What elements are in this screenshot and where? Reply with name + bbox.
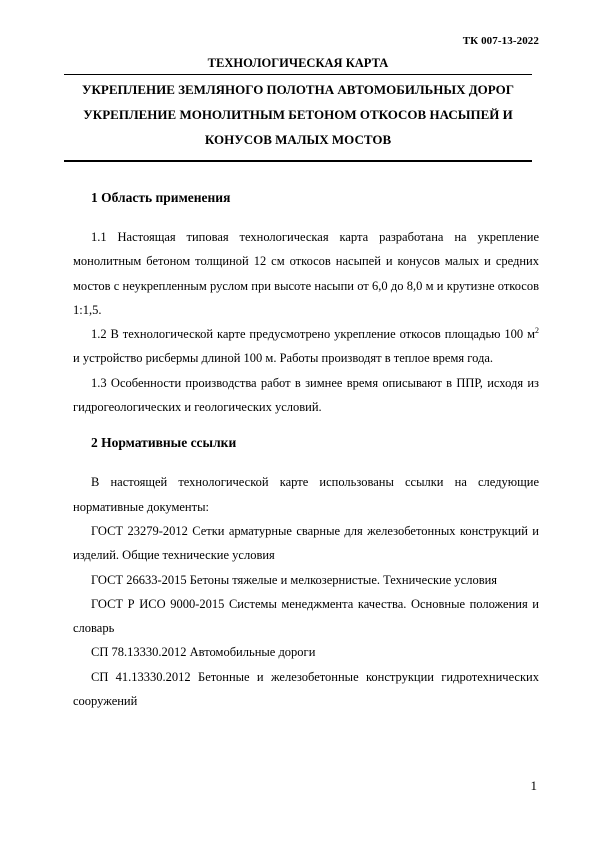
paragraph-1-2-text-b: и устройство рисбермы длиной 100 м. Работы производят в теплое время года. bbox=[73, 351, 493, 366]
document-body bbox=[73, 188, 539, 713]
paragraph-1-1: 1.1 Настоящая типовая технологическая карта разработана на укрепление монолитным бетоном толщиной 12 см откосов насыпей и конусов малых и средних мостов с неукрепленным руслом при высоте насыпи от 6,0 до 8,0 м и крутизне откосов 1:1,5. bbox=[73, 230, 539, 317]
reference-item: СП 78.13330.2012 Автомобильные дороги bbox=[91, 645, 316, 660]
reference-item: ГОСТ 26633-2015 Бетоны тяжелые и мелкозернистые. Технические условия bbox=[91, 572, 498, 587]
title-line-2: УКРЕПЛЕНИЕ МОНОЛИТНЫМ БЕТОНОМ ОТКОСОВ НАСЫПЕЙ И bbox=[83, 107, 513, 122]
reference-item: ГОСТ Р ИСО 9000-2015 Системы менеджмента качества. Основные положения и словарь bbox=[73, 596, 539, 636]
superscript-2: 2 bbox=[535, 326, 539, 336]
title-line-3: КОНУСОВ МАЛЫХ МОСТОВ bbox=[204, 132, 392, 147]
paragraph-1-3: 1.3 Особенности производства работ в зимнее время описывают в ППР, исходя из гидрогеологических и геологических условий. bbox=[73, 375, 539, 415]
page-number: 1 bbox=[530, 778, 537, 793]
paragraph-1-2 bbox=[73, 322, 539, 371]
paragraph-1-2-text-a: 1.2 В технологической карте предусмотрено укрепление откосов площадью 100 м bbox=[91, 327, 535, 342]
document-main-title bbox=[64, 75, 532, 160]
title-bottom-rule bbox=[64, 160, 532, 162]
reference-item: СП 41.13330.2012 Бетонные и железобетонные конструкции гидротехнических сооружений bbox=[73, 669, 539, 709]
document-type-title: ТЕХНОЛОГИЧЕСКАЯ КАРТА bbox=[207, 56, 389, 70]
references-intro: В настоящей технологической карте использованы ссылки на следующие нормативные документы: bbox=[73, 475, 539, 514]
title-line-1: УКРЕПЛЕНИЕ ЗЕМЛЯНОГО ПОЛОТНА АВТОМОБИЛЬНЫХ ДОРОГ bbox=[81, 82, 515, 97]
reference-item: ГОСТ 23279-2012 Сетки арматурные сварные для железобетонных конструкций и изделий. Общие технические условия bbox=[73, 523, 539, 563]
section-heading-references: 2 Нормативные ссылки bbox=[91, 435, 237, 451]
document-code: ТК 007-13-2022 bbox=[462, 35, 539, 47]
section-heading-scope: 1 Область применения bbox=[91, 190, 231, 205]
title-block bbox=[64, 55, 532, 162]
